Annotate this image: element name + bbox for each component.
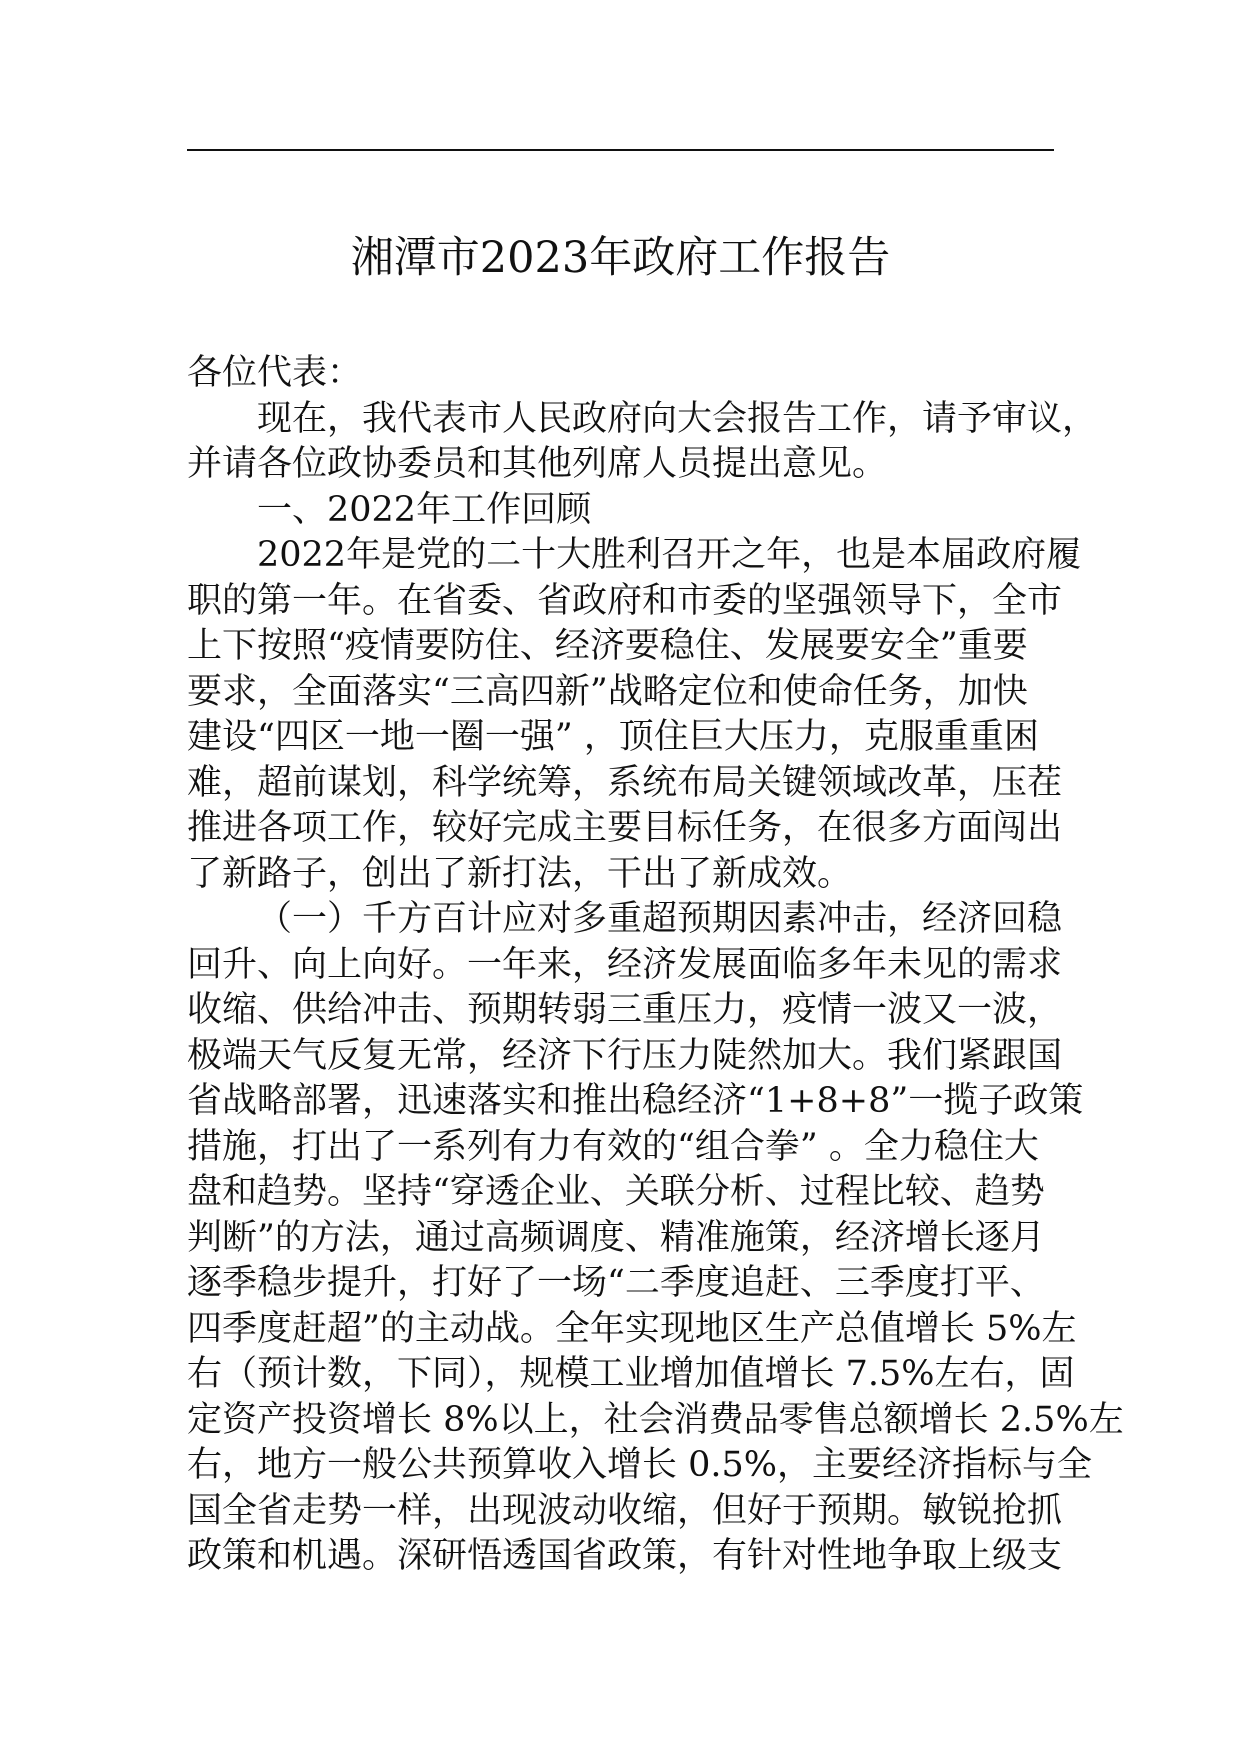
text-line: 2022年是党的二十大胜利召开之年，也是本届政府履	[257, 535, 1082, 575]
page-title: 湘潭市2023年政府工作报告	[350, 233, 891, 283]
text-line: 难，超前谋划，科学统筹，系统布局关键领域改革，压茬	[187, 762, 1063, 803]
text-line: 定资产投资增长 8%以上，社会消费品零售总额增长 2.5%左	[187, 1399, 1124, 1440]
text-line: 回升、向上向好。一年来，经济发展面临多年未见的需求	[187, 944, 1063, 985]
text-line: 四季度赶超”的主动战。全年实现地区生产总值增长 5%左	[187, 1308, 1077, 1349]
text-line: 并请各位政协委员和其他列席人员提出意见。	[187, 444, 888, 484]
text-line: 国全省走势一样，出现波动收缩，但好于预期。敏锐抢抓	[187, 1490, 1063, 1531]
text-line: 了新路子，创出了新打法，干出了新成效。	[187, 853, 853, 894]
header-rule	[187, 149, 1054, 151]
text-line: 各位代表：	[187, 353, 363, 393]
text-line: 极端天气反复无常，经济下行压力陡然加大。我们紧跟国	[187, 1035, 1063, 1076]
text-line: 收缩、供给冲击、预期转弱三重压力，疫情一波又一波，	[187, 990, 1063, 1030]
text-line: 逐季稳步提升，打好了一场“二季度追赶、三季度打平、	[187, 1263, 1045, 1303]
text-line: 一、2022年工作回顾	[257, 489, 592, 530]
text-line: 现在，我代表市人民政府向大会报告工作，请予审议，	[257, 398, 1098, 439]
text-line: 盘和趋势。坚持“穿透企业、关联分析、过程比较、趋势	[187, 1172, 1045, 1212]
text-line: 职的第一年。在省委、省政府和市委的坚强领导下，全市	[187, 580, 1063, 621]
text-line: （一）千方百计应对多重超预期因素冲击，经济回稳	[257, 899, 1063, 939]
text-line: 措施，打出了一系列有力有效的“组合拳” 。全力稳住大	[187, 1126, 1039, 1167]
text-line: 推进各项工作，较好完成主要目标任务，在很多方面闯出	[187, 808, 1063, 848]
body-text	[187, 351, 1124, 1580]
text-line: 要求，全面落实“三高四新”战略定位和使命任务，加快	[187, 671, 1028, 712]
text-line: 右，地方一般公共预算收入增长 0.5%，主要经济指标与全	[187, 1445, 1093, 1485]
text-line: 建设“四区一地一圈一强” ，顶住巨大压力，克服重重困	[187, 717, 1039, 757]
text-line: 上下按照“疫情要防住、经济要稳住、发展要安全”重要	[187, 626, 1028, 666]
text-line: 省战略部署，迅速落实和推出稳经济“1+8+8”一揽子政策	[187, 1081, 1084, 1121]
text-line: 判断”的方法，通过高频调度、精准施策，经济增长逐月	[187, 1217, 1045, 1258]
text-line: 右（预计数，下同），规模工业增加值增长 7.5%左右，固	[187, 1354, 1075, 1394]
text-line: 政策和机遇。深研悟透国省政策，有针对性地争取上级支	[187, 1536, 1063, 1576]
